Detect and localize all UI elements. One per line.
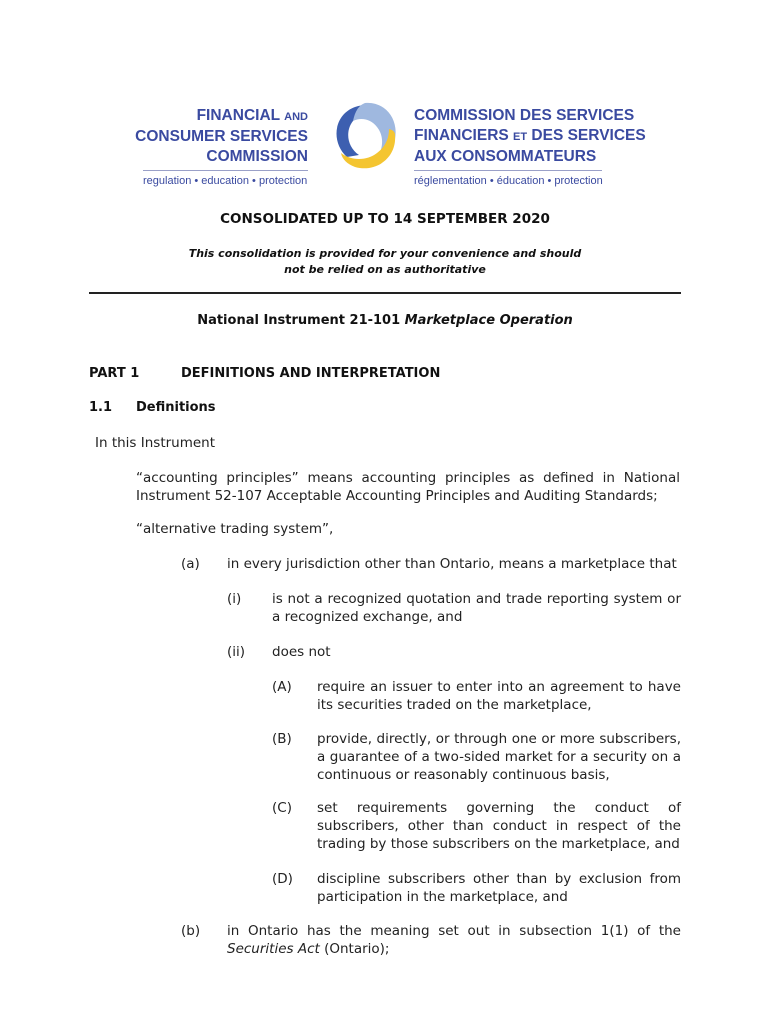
clause-b-text-pre: in Ontario has the meaning set out in subsection 1(1) of the bbox=[227, 923, 681, 939]
clause-ii-text: does not bbox=[272, 644, 331, 660]
fr-tagline: réglementation • éducation • protection bbox=[414, 175, 603, 187]
section-number: 1.1 bbox=[89, 400, 113, 415]
clause-A-text: require an issuer to enter into an agreement to have its securities traded on the marketplace, bbox=[317, 679, 681, 713]
en-line-3: COMMISSION bbox=[206, 148, 308, 165]
part-title: DEFINITIONS AND INTERPRETATION bbox=[181, 366, 441, 381]
clause-ii-label: (ii) bbox=[227, 644, 246, 660]
definition-accounting-principles: “accounting principles” means accounting principles as defined in National Instrument 52-107 Acceptable Accounting Principles and Auditing Standards; bbox=[136, 470, 680, 504]
en-and: AND bbox=[284, 111, 308, 123]
fr-divider bbox=[414, 170, 602, 171]
clause-b-text bbox=[227, 922, 681, 958]
clause-C-text: set requirements governing the conduct of subscribers, other than conduct in respect of the trading by those subscribers on the marketplace, and bbox=[317, 800, 681, 852]
clause-D-text: discipline subscribers other than by exclusion from participation in the marketplace, and bbox=[317, 871, 681, 905]
clause-a-label: (a) bbox=[181, 556, 200, 572]
clause-A-label: (A) bbox=[272, 679, 292, 695]
clause-i-text: is not a recognized quotation and trade reporting system or a recognized exchange, and bbox=[272, 591, 681, 625]
logo-icon bbox=[325, 95, 405, 175]
instrument-title bbox=[0, 313, 770, 328]
note-line-1: This consolidation is provided for your convenience and should bbox=[188, 247, 582, 260]
en-tagline: regulation • education • protection bbox=[143, 175, 308, 187]
clause-B-label: (B) bbox=[272, 731, 292, 747]
title-rule bbox=[89, 292, 681, 294]
clause-i-label: (i) bbox=[227, 591, 242, 607]
fr-et: ET bbox=[513, 131, 528, 143]
fr-name bbox=[414, 106, 646, 167]
fr-line-2a: FINANCIERS bbox=[414, 127, 509, 144]
fr-line-3: AUX CONSOMMATEURS bbox=[414, 148, 597, 165]
instrument-prefix: National Instrument 21-101 bbox=[197, 313, 405, 328]
section-title: Definitions bbox=[136, 400, 216, 415]
en-line-1: FINANCIAL bbox=[196, 107, 280, 124]
consolidation-note bbox=[0, 246, 770, 278]
clause-b-label: (b) bbox=[181, 923, 201, 939]
securities-act: Securities Act bbox=[227, 941, 320, 957]
clause-B-text: provide, directly, or through one or more subscribers, a guarantee of a two-sided market for a security on a continuous or reasonably continuous basis, bbox=[317, 731, 681, 783]
consolidated-title: CONSOLIDATED UP TO 14 SEPTEMBER 2020 bbox=[220, 211, 550, 227]
clause-b-text-post: (Ontario); bbox=[319, 941, 390, 957]
instrument-name: Marketplace Operation bbox=[404, 313, 573, 328]
clause-D-label: (D) bbox=[272, 871, 293, 887]
fr-line-2b: DES SERVICES bbox=[531, 127, 646, 144]
note-line-2: not be relied on as authoritative bbox=[284, 263, 486, 276]
fr-line-1: COMMISSION DES SERVICES bbox=[414, 107, 635, 124]
part-label: PART 1 bbox=[89, 366, 140, 381]
en-divider bbox=[143, 170, 308, 171]
intro-text: In this Instrument bbox=[95, 435, 216, 451]
clause-C-label: (C) bbox=[272, 800, 292, 816]
en-line-2: CONSUMER SERVICES bbox=[135, 128, 308, 145]
en-name bbox=[135, 106, 308, 167]
definition-alternative-trading-system: “alternative trading system”, bbox=[136, 521, 334, 537]
clause-a-text: in every jurisdiction other than Ontario, means a marketplace that bbox=[227, 556, 677, 572]
